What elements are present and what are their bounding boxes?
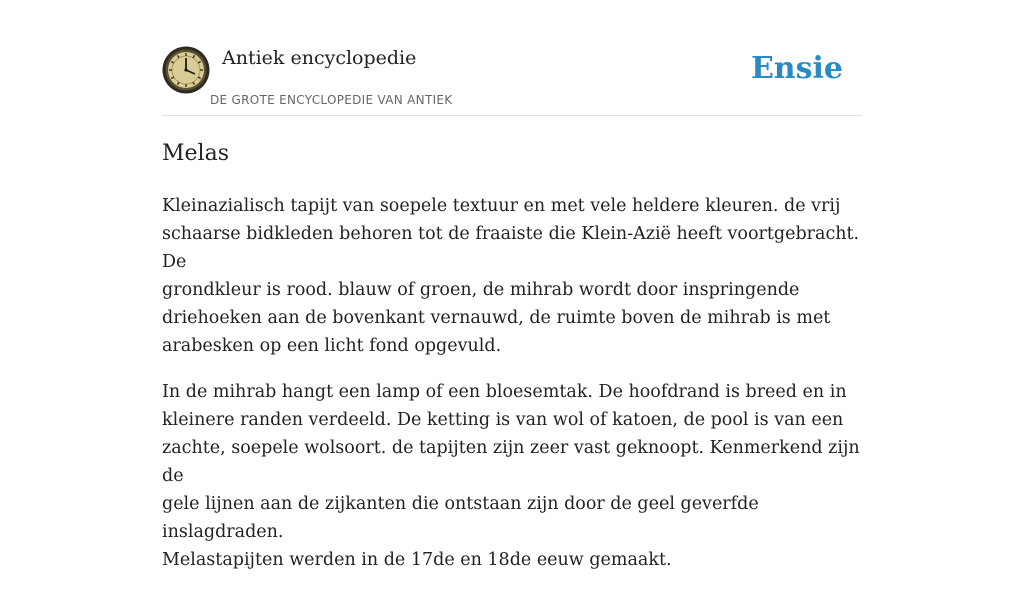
site-subtitle: DE GROTE ENCYCLOPEDIE VAN ANTIEK (210, 93, 453, 107)
article-paragraph (162, 378, 864, 574)
brand-logo-link[interactable]: Ensie (750, 51, 843, 86)
header-divider (162, 115, 862, 116)
paragraph-line: Kleinazialisch tapijt van soepele textuur en met vele heldere kleuren. de vrij (162, 196, 841, 216)
article-title: Melas (162, 141, 229, 166)
paragraph-line: kleinere randen verdeeld. De ketting is van wol of katoen, de pool is van een (162, 410, 844, 430)
article-body (162, 192, 864, 592)
paragraph-line: arabesken op een licht fond opgevuld. (162, 336, 502, 356)
paragraph-line: driehoeken aan de bovenkant vernauwd, de ruimte boven de mihrab is met (162, 308, 831, 328)
paragraph-line: Melastapijten werden in de 17de en 18de eeuw gemaakt. (162, 550, 672, 570)
paragraph-line: zachte, soepele wolsoort. de tapijten zijn zeer vast geknoopt. Kenmerkend zijn de (162, 438, 860, 486)
paragraph-line: schaarse bidkleden behoren tot de fraaiste die Klein-Azië heeft voortgebracht. De (162, 224, 860, 272)
paragraph-line: gele lijnen aan de zijkanten die ontstaan zijn door de geel geverfde inslagdraden. (162, 494, 759, 542)
paragraph-line: grondkleur is rood. blauw of groen, de mihrab wordt door inspringende (162, 280, 800, 300)
paragraph-line: In de mihrab hangt een lamp of een bloesemtak. De hoofdrand is breed en in (162, 382, 847, 402)
site-header (162, 46, 862, 116)
site-title[interactable]: Antiek encyclopedie (222, 47, 417, 69)
clock-icon[interactable] (162, 46, 210, 94)
article-paragraph (162, 192, 864, 360)
